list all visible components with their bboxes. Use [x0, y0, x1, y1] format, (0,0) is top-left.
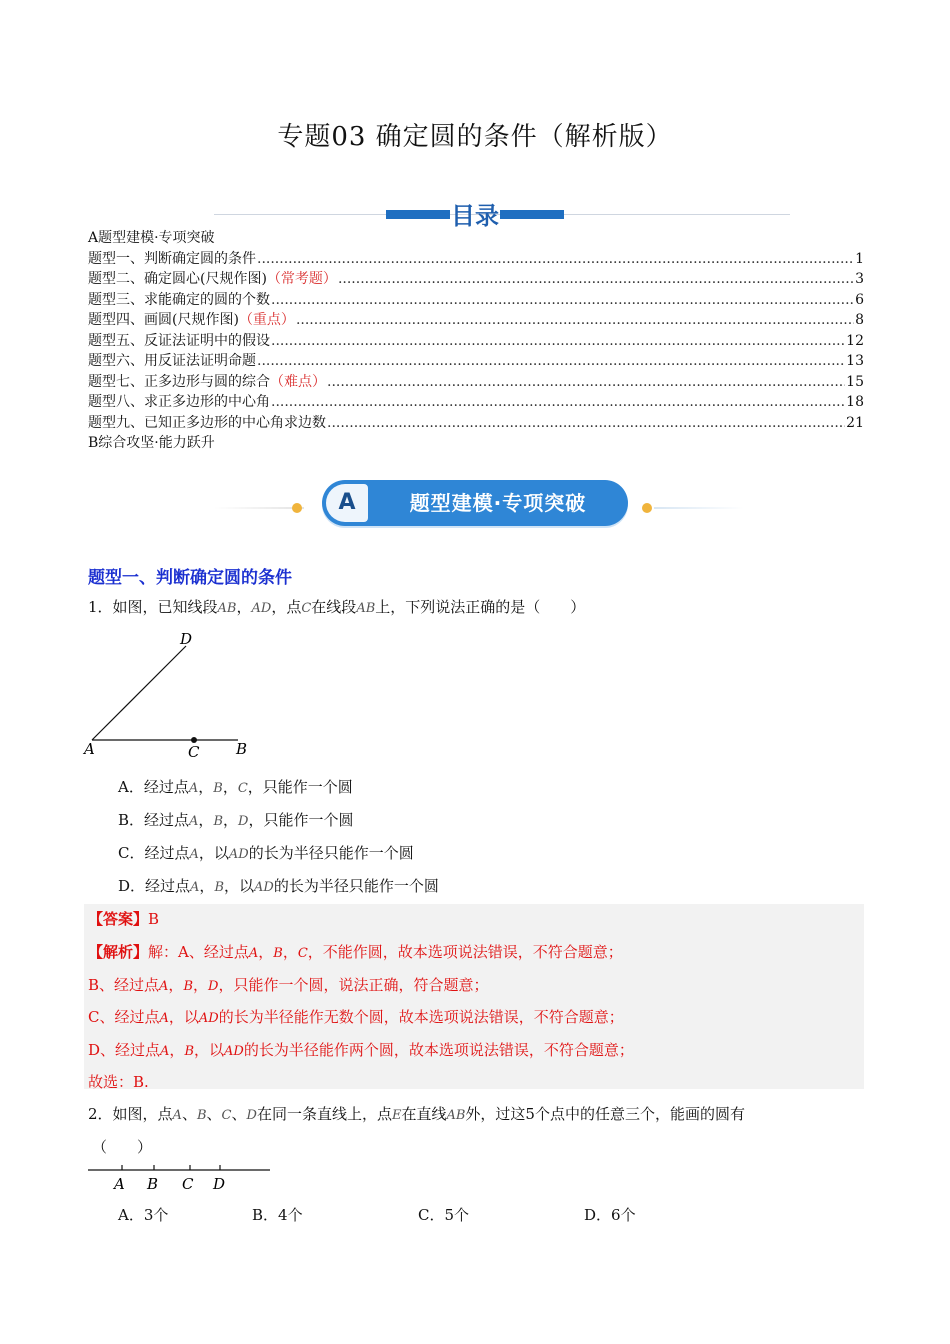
analysis-line-3: C、经过点A，以AD的长为半径能作无数个圆，故本选项说法错误，不符合题意； [88, 1008, 624, 1026]
figure-label-a: A [114, 1175, 125, 1193]
question-2-figure [84, 1158, 274, 1194]
toc-item-page: 1 [855, 250, 864, 267]
banner-line-right [654, 507, 744, 509]
toc-item-tag: （难点） [270, 373, 326, 390]
figure-label-c: C [188, 743, 200, 761]
analysis-line-5: 故选：B. [88, 1073, 149, 1091]
banner-letter: A [326, 484, 368, 522]
banner-text: 题型建模·专项突破 [409, 491, 587, 515]
toc-item[interactable] [88, 290, 864, 311]
toc-item-label: 题型二、确定圆心(尺规作图) [88, 271, 267, 287]
section-title: 题型一、判断确定圆的条件 [88, 568, 292, 588]
toc-item-tag: （重点） [238, 312, 295, 328]
toc-item-label: 题型八、求正多边形的中心角 [88, 394, 270, 410]
toc-item-page: 21 [846, 414, 864, 431]
q2-option-c[interactable]: C．5个 [418, 1206, 470, 1224]
toc-part-a: A题型建模·专项突破 [88, 230, 215, 246]
figure-label-a: A [84, 740, 95, 758]
toc-item-label: 题型九、已知正多边形的中心角求边数 [88, 414, 326, 431]
toc-item[interactable] [88, 331, 864, 352]
analysis-line-1: 【解析】解：A、经过点A，B，C，不能作圆，故本选项说法错误，不符合题意； [88, 943, 623, 961]
q2-option-d[interactable]: D．6个 [584, 1206, 636, 1224]
figure-label-b: B [236, 740, 248, 758]
toc-part-b: B综合攻坚·能力跃升 [88, 435, 215, 451]
option-c[interactable]: C．经过点A，以AD的长为半径只能作一个圆 [118, 844, 414, 862]
toc-item[interactable] [88, 413, 864, 434]
toc-item-page: 8 [855, 312, 864, 328]
toc-item-label: 题型三、求能确定的圆的个数 [88, 291, 270, 308]
figure-label-d: D [180, 630, 193, 648]
figure-label-c: C [182, 1175, 194, 1193]
toc-item-page: 18 [846, 394, 864, 410]
page-title: 专题03 确定圆的条件（解析版） [277, 122, 673, 152]
answer-box [84, 904, 864, 1089]
toc-item-label: 题型六、用反证法证明命题 [88, 353, 256, 369]
table-of-contents [88, 228, 864, 454]
toc-item-label: 题型七、正多边形与圆的综合 [88, 373, 270, 390]
question-2-paren: （ ） [92, 1138, 153, 1156]
toc-item-page: 12 [846, 332, 864, 349]
toc-item-label: 题型五、反证法证明中的假设 [88, 332, 270, 349]
figure-label-d: D [213, 1175, 226, 1193]
q2-option-b[interactable]: B．4个 [252, 1206, 303, 1224]
toc-item-page: 15 [846, 373, 864, 390]
toc-item-page: 6 [855, 291, 864, 308]
figure-label-b: B [147, 1175, 159, 1193]
banner-line-left [214, 507, 304, 509]
toc-item[interactable] [88, 310, 864, 331]
toc-item-label: 题型一、判断确定圆的条件 [88, 250, 256, 267]
banner-dot-left [292, 503, 302, 513]
question-1-stem: 1．如图，已知线段AB，AD，点C在线段AB上，下列说法正确的是（ ） [88, 598, 586, 616]
toc-item[interactable] [88, 351, 864, 372]
toc-item[interactable] [88, 249, 864, 270]
q2-option-a[interactable]: A．3个 [118, 1206, 169, 1224]
toc-item[interactable] [88, 392, 864, 413]
option-b[interactable]: B．经过点A，B，D，只能作一个圆 [118, 811, 354, 829]
analysis-line-4: D、经过点A，B，以AD的长为半径能作两个圆，故本选项说法错误，不符合题意； [88, 1041, 634, 1059]
question-2-stem: 2．如图，点A、B、C、D在同一条直线上，点E在直线AB外，过这5个点中的任意三个，能画的圆有 [88, 1105, 745, 1123]
toc-item-page: 13 [846, 353, 864, 369]
option-d[interactable]: D．经过点A，B，以AD的长为半径只能作一个圆 [118, 877, 439, 895]
banner-dot-right [642, 503, 652, 513]
toc-item-page: 3 [855, 271, 864, 287]
toc-item-tag: （常考题） [266, 271, 337, 287]
answer-line: 【答案】B [88, 910, 160, 928]
toc-heading: 目录 [451, 202, 499, 230]
analysis-line-2: B、经过点A，B，D，只能作一个圆，说法正确，符合题意； [88, 976, 489, 994]
toc-item-label: 题型四、画圆(尺规作图) [88, 312, 239, 328]
question-1-figure [82, 624, 262, 764]
option-a[interactable]: A．经过点A，B，C，只能作一个圆 [118, 778, 353, 796]
toc-item[interactable] [88, 269, 864, 290]
toc-item[interactable] [88, 372, 864, 393]
